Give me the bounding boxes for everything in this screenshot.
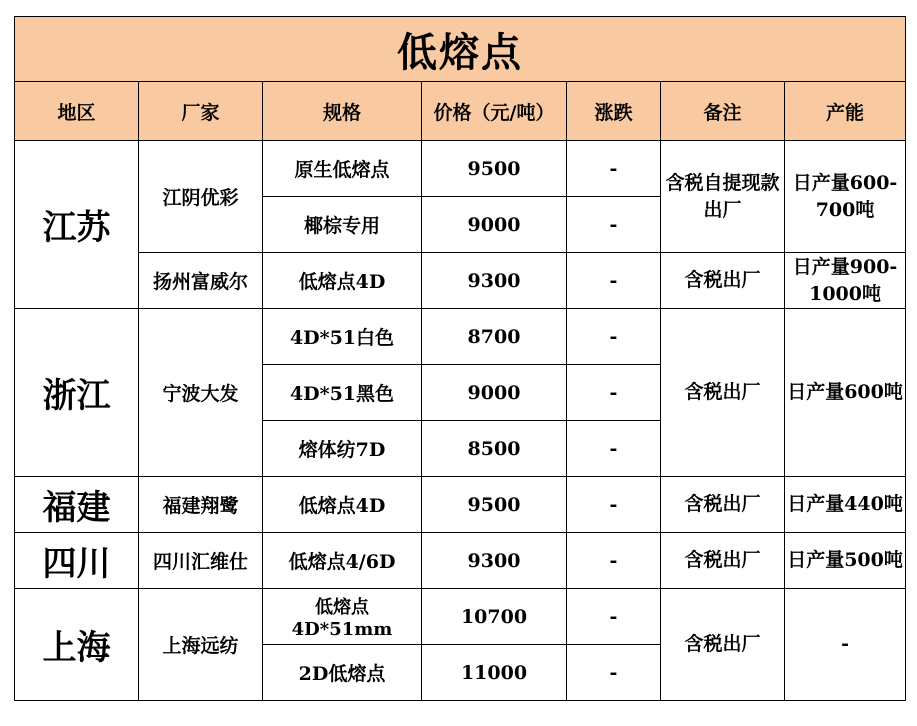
note-cell: 含税出厂 — [661, 253, 785, 309]
change-cell: - — [567, 253, 661, 309]
header-capacity: 产能 — [785, 82, 906, 141]
capacity-cell: 日产量440吨 — [785, 477, 906, 533]
header-change: 涨跌 — [567, 82, 661, 141]
price-cell: 9300 — [422, 253, 567, 309]
spec-cell: 椰棕专用 — [263, 197, 422, 253]
capacity-cell: 日产量600-700吨 — [785, 141, 906, 253]
table-row — [15, 309, 906, 365]
change-cell: - — [567, 197, 661, 253]
region-cell: 浙江 — [15, 309, 139, 477]
price-cell: 9000 — [422, 197, 567, 253]
note-cell: 含税出厂 — [661, 589, 785, 701]
spec-cell: 低熔点4D*51mm — [263, 589, 422, 645]
note-cell: 含税出厂 — [661, 533, 785, 589]
manufacturer-cell: 福建翔鹭 — [139, 477, 263, 533]
change-cell: - — [567, 365, 661, 421]
header-note: 备注 — [661, 82, 785, 141]
table-row — [15, 477, 906, 533]
region-cell: 四川 — [15, 533, 139, 589]
region-cell: 福建 — [15, 477, 139, 533]
manufacturer-cell: 扬州富威尔 — [139, 253, 263, 309]
table-row — [15, 533, 906, 589]
spec-cell: 熔体纺7D — [263, 421, 422, 477]
price-cell: 8700 — [422, 309, 567, 365]
change-cell: - — [567, 645, 661, 701]
price-table — [14, 16, 906, 701]
price-cell: 8500 — [422, 421, 567, 477]
table-row — [15, 141, 906, 197]
title-row — [15, 17, 906, 82]
table-title: 低熔点 — [15, 17, 906, 82]
capacity-cell: 日产量900-1000吨 — [785, 253, 906, 309]
spec-cell: 低熔点4D — [263, 253, 422, 309]
header-row — [15, 82, 906, 141]
change-cell: - — [567, 421, 661, 477]
manufacturer-cell: 四川汇维仕 — [139, 533, 263, 589]
capacity-cell: 日产量600吨 — [785, 309, 906, 477]
spec-cell: 低熔点4D — [263, 477, 422, 533]
price-cell: 9000 — [422, 365, 567, 421]
spec-cell: 4D*51黑色 — [263, 365, 422, 421]
price-cell: 11000 — [422, 645, 567, 701]
spec-cell: 低熔点4/6D — [263, 533, 422, 589]
change-cell: - — [567, 309, 661, 365]
header-price: 价格（元/吨） — [422, 82, 567, 141]
capacity-cell: - — [785, 589, 906, 701]
price-cell: 9500 — [422, 477, 567, 533]
note-cell: 含税出厂 — [661, 309, 785, 477]
price-cell: 9300 — [422, 533, 567, 589]
change-cell: - — [567, 533, 661, 589]
change-cell: - — [567, 477, 661, 533]
header-manufacturer: 厂家 — [139, 82, 263, 141]
header-spec: 规格 — [263, 82, 422, 141]
note-cell: 含税自提现款出厂 — [661, 141, 785, 253]
spec-cell: 原生低熔点 — [263, 141, 422, 197]
manufacturer-cell: 宁波大发 — [139, 309, 263, 477]
note-cell: 含税出厂 — [661, 477, 785, 533]
header-region: 地区 — [15, 82, 139, 141]
region-cell: 江苏 — [15, 141, 139, 309]
manufacturer-cell: 上海远纺 — [139, 589, 263, 701]
price-cell: 9500 — [422, 141, 567, 197]
manufacturer-cell: 江阴优彩 — [139, 141, 263, 253]
change-cell: - — [567, 589, 661, 645]
spec-cell: 4D*51白色 — [263, 309, 422, 365]
price-cell: 10700 — [422, 589, 567, 645]
capacity-cell: 日产量500吨 — [785, 533, 906, 589]
change-cell: - — [567, 141, 661, 197]
spec-cell: 2D低熔点 — [263, 645, 422, 701]
region-cell: 上海 — [15, 589, 139, 701]
table-row — [15, 253, 906, 309]
table-row — [15, 589, 906, 645]
